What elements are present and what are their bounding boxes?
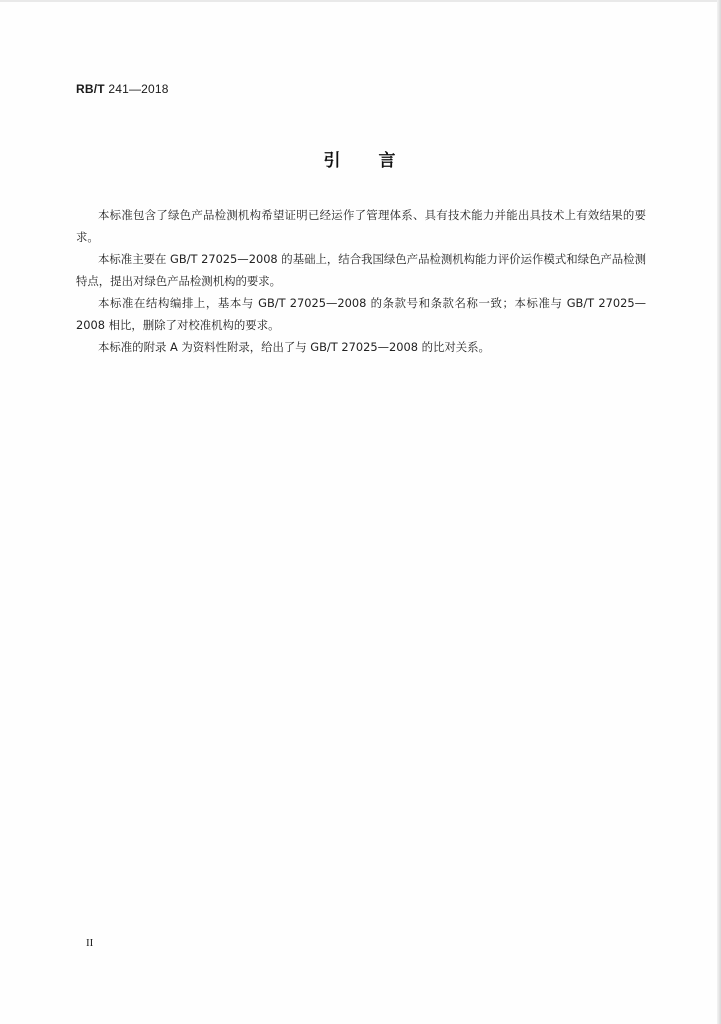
paragraph-4: 本标准的附录 A 为资料性附录，给出了与 GB/T 27025—2008 的比对关系。 [98,340,490,354]
paragraph-1: 本标准包含了绿色产品检测机构希望证明已经运作了管理体系、具有技术能力并能出具技术上有效结果的要求。 [76,208,646,244]
paragraph-3: 本标准在结构编排上，基本与 GB/T 27025—2008 的条款号和条款名称一致；本标准与 GB/T 27025—2008 相比，删除了对校准机构的要求。 [76,296,646,332]
page-number: II [86,937,94,949]
standard-code [76,82,169,96]
page-title: 引言 [323,151,434,171]
scan-top-edge [0,0,721,2]
standard-code-prefix: RB/T [76,82,105,96]
paragraph-2: 本标准主要在 GB/T 27025—2008 的基础上，结合我国绿色产品检测机构能力评价运作模式和绿色产品检测特点，提出对绿色产品检测机构的要求。 [76,252,646,288]
introduction-body [76,204,646,358]
standard-code-number: 241—2018 [104,82,169,96]
